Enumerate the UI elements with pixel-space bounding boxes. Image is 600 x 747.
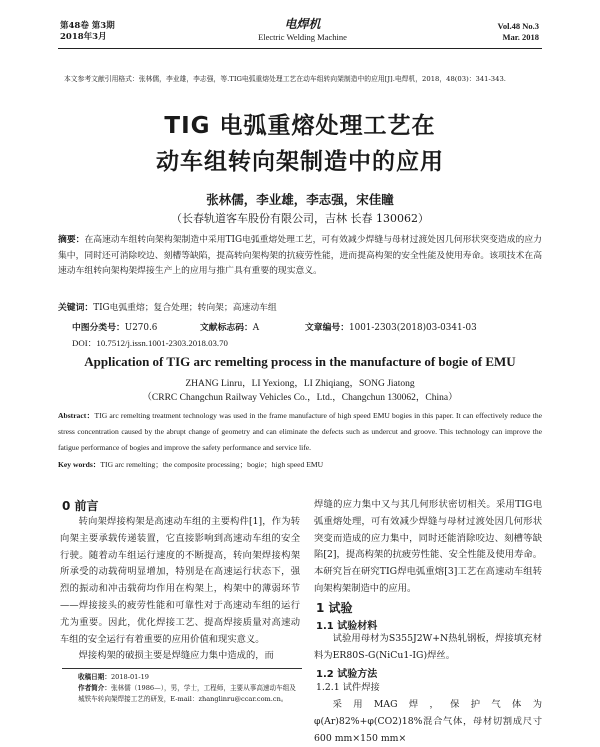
title-cn-line2: 动车组转向架制造中的应用 bbox=[156, 149, 444, 175]
keywords-en-text: TIG arc remelting；the composite processing；bogie；high speed EMU bbox=[100, 460, 324, 469]
doi: DOI：10.7512/j.issn.1001-2303.2018.03.70 bbox=[72, 338, 228, 348]
volume-en: Vol.48 No.3 bbox=[497, 21, 539, 31]
date-en: Mar. 2018 bbox=[502, 32, 539, 42]
authors-en: ZHANG Linru，LI Yexiong，LI Zhiqiang，SONG Jiatong bbox=[185, 379, 415, 389]
affiliation-cn: （长春轨道客车股份有限公司，吉林 长春 130062） bbox=[171, 212, 429, 225]
footnote-received: 收稿日期：2018-01-19 bbox=[78, 673, 149, 681]
clc-number: 中图分类号：U270.6 bbox=[72, 323, 158, 333]
abstract-cn-text: 在高速动车组转向架构架制造中采用TIG电弧重熔处理工艺，可有效减少焊缝与母材过渡处因几何形状突变造成的应力集中，同时还可消除咬边、刻槽等缺陷，提高转向架构架的抗疲劳性能，进而提高构架的安全性能及使用寿命。该项技术在高速动车组转向架构架焊接生产上的应用与推广具有重要的现实意义。 bbox=[58, 235, 542, 276]
section-0-paragraph-2: 焊接构架的破损主要是焊缝应力集中造成的，而 bbox=[78, 650, 274, 661]
footnote-author: 作者简介：张林儒（1986—），男，学士，工程师，主要从事高速动车组及城铁车转向架焊接工艺的研发，E-mail：zhanglinru@ccar.com.cn。 bbox=[78, 684, 296, 703]
abstract-en-text: TIG arc remelting treatment technology was used in the frame manufacture of high speed EMU bogies in this paper. It can effectively reduce the stress concentration caused by the abrupt change of geometry and can eliminate the defects such as undercut and groove. This technology can improve the fatigue performance of bogies and improve the safety performance and service life. bbox=[58, 411, 542, 452]
header-right bbox=[498, 21, 539, 43]
section-1-1-heading: 1.1 试验材料 bbox=[316, 621, 378, 632]
section-0-paragraph-2-continued: 焊缝的应力集中又与其几何形状密切相关。采用TIG电弧重熔处理，可有效减少焊缝与母材过渡处因几何形状突变而造成的应力集中，同时还能消除咬边、刻槽等缺陷[2]，提高构架的抗疲劳性能、安全性能及使用寿命。本研究旨在研究TIG焊电弧重熔[3]工艺在高速动车组转向架构架制造中的应用。 bbox=[314, 499, 542, 594]
section-0-paragraph-1: 转向架焊接构架是高速动车组的主要构件[1]，作为转向架主要承载传递装置，它直接影响到高速动车组的安全行驶。随着动车组运行速度的不断提高，转向架焊接构架所承受的动载荷明显增加，特别是在高速运行状态下，强烈的振动和冲击载荷均作用在构架上，构架中的薄弱环节——焊接接头的疲劳性能和可靠性对于高速动车组的运行尤为重要。因此，优化焊接工艺、提高焊接质量对高速动车组的安全运行有着重要的应用价值和现实意义。 bbox=[60, 516, 300, 645]
article-number: 文章编号：1001-2303(2018)03-0341-03 bbox=[305, 323, 477, 333]
affiliation-en: （CRRC Changchun Railway Vehicles Co.，Ltd.，Changchun 130062，China） bbox=[142, 393, 458, 403]
abstract-cn bbox=[58, 233, 542, 280]
document-code: 文献标志码：A bbox=[200, 323, 260, 333]
volume-cn: 第48卷 第3期 bbox=[60, 21, 115, 31]
title-cn-line1: TIG 电弧重熔处理工艺在 bbox=[164, 113, 436, 139]
journal-logo: 电焊机 bbox=[284, 17, 321, 31]
abstract-en bbox=[58, 408, 542, 456]
keywords-en bbox=[58, 457, 542, 473]
header-left bbox=[60, 21, 115, 43]
section-1-1-text: 试验用母材为S355J2W+N热轧钢板，焊接填充材料为ER80S-G(NiCu1-IG)焊丝。 bbox=[314, 633, 542, 661]
abstract-en-label: Abstract： bbox=[58, 411, 95, 420]
section-1-2-1-text: 采用MAG焊，保护气体为φ(Ar)82%+φ(CO2)18%混合气体，母材切割成尺寸600 mm×150 mm× bbox=[314, 699, 542, 744]
date-cn: 2018年3月 bbox=[60, 32, 107, 42]
citation-line: 本文参考文献引用格式：张林儒，李业雄，李志强，等.TIG电弧重熔处理工艺在动车组转向架制造中的应用[J].电焊机，2018，48(03)：341-343. bbox=[64, 75, 506, 83]
section-1-2-heading: 1.2 试验方法 bbox=[316, 669, 378, 680]
header-center bbox=[240, 15, 365, 42]
header-divider bbox=[58, 48, 542, 49]
authors-cn: 张林儒，李业雄，李志强，宋佳瞳 bbox=[206, 192, 394, 207]
keywords-cn bbox=[58, 301, 542, 317]
footnote-divider bbox=[62, 668, 302, 669]
section-1-2-1-heading: 1.2.1 试件焊接 bbox=[316, 682, 380, 693]
keywords-cn-text: TIG电弧重熔；复合处理；转向架；高速动车组 bbox=[93, 303, 277, 313]
section-1-heading: 1 试验 bbox=[316, 601, 353, 615]
keywords-en-label: Key words： bbox=[58, 460, 101, 469]
abstract-cn-label: 摘要： bbox=[58, 235, 85, 245]
journal-name-en: Electric Welding Machine bbox=[258, 32, 347, 42]
keywords-cn-label: 关键词： bbox=[58, 303, 94, 313]
title-en: Application of TIG arc remelting process in the manufacture of bogie of EMU bbox=[84, 354, 516, 369]
section-0-heading: 0 前言 bbox=[62, 499, 99, 513]
